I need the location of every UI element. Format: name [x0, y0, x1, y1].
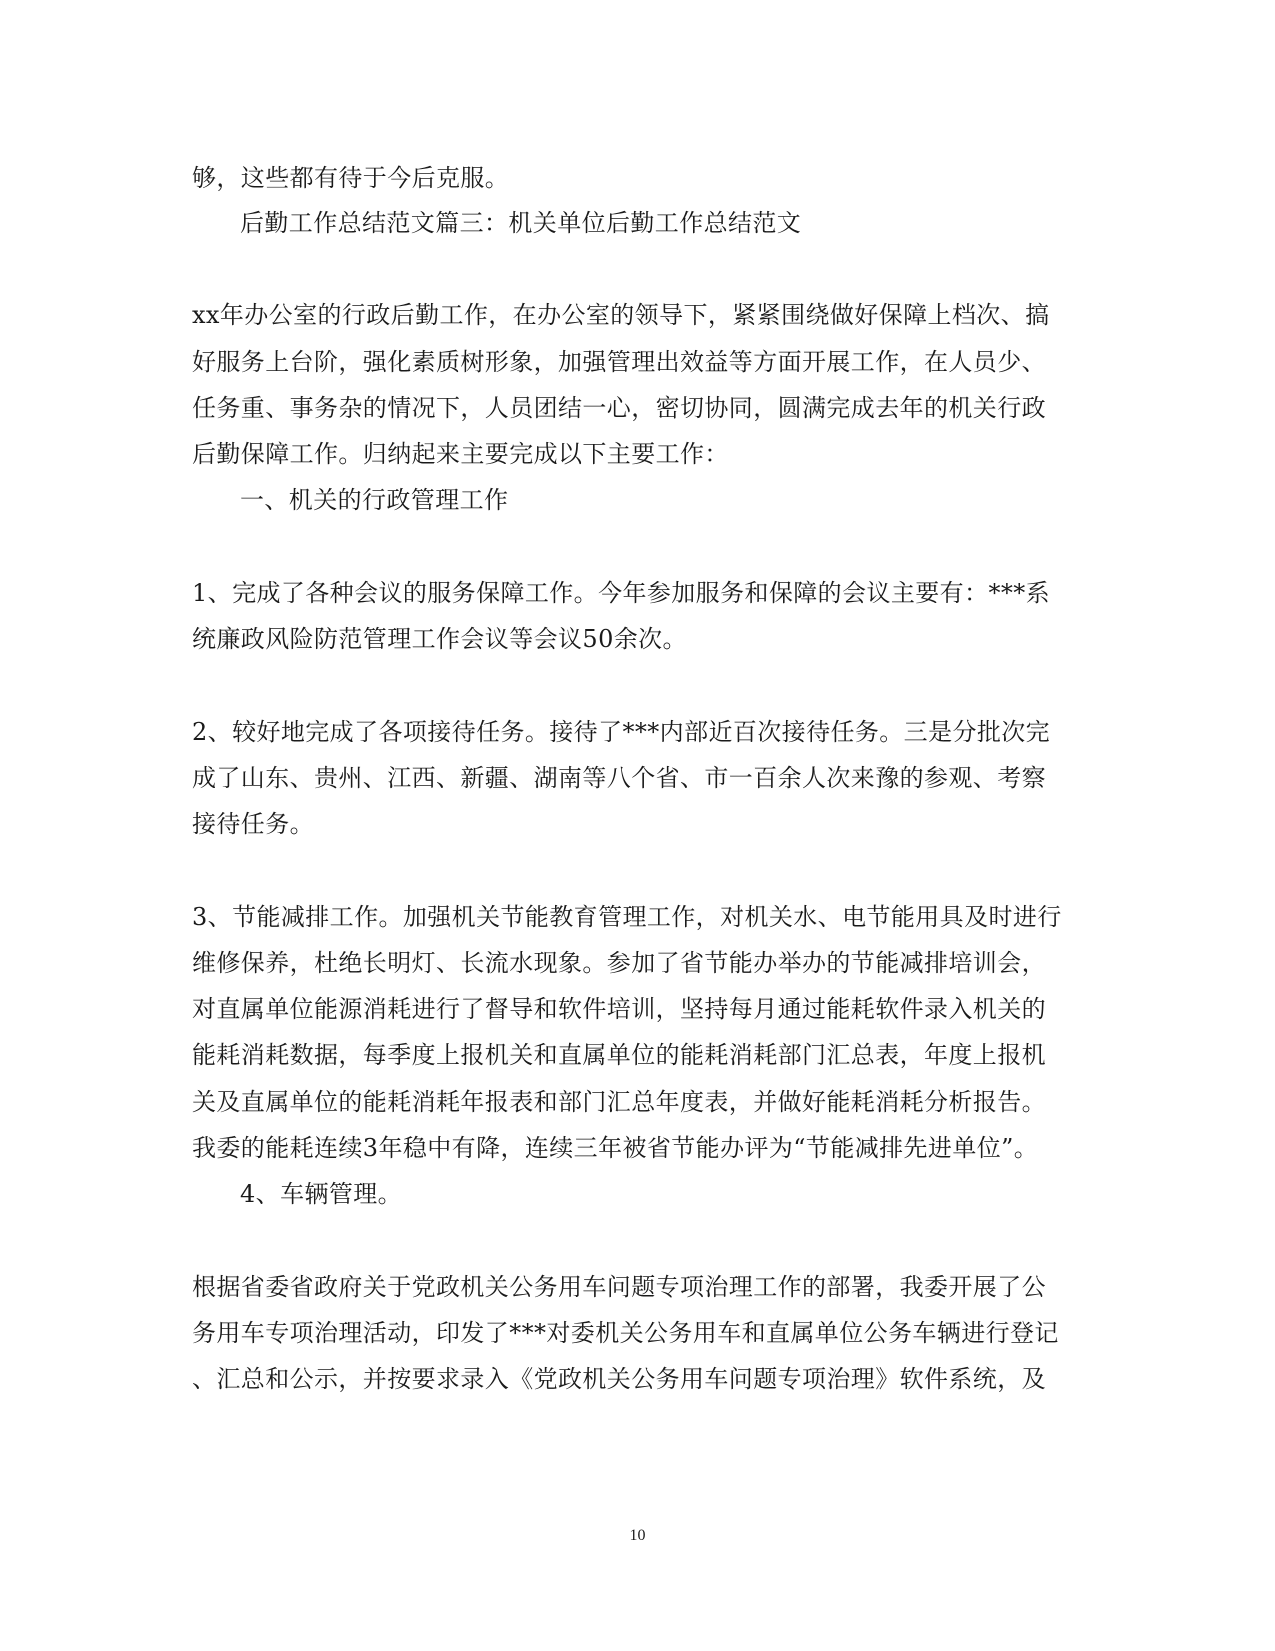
text-line: 我委的能耗连续3年稳中有降，连续三年被省节能办评为“节能减排先进单位”。: [192, 1134, 1039, 1162]
page-number: 10: [629, 1527, 646, 1544]
text-line: 3、节能减排工作。加强机关节能教育管理工作，对机关水、电节能用具及时进行: [192, 903, 1062, 931]
text-line: 、汇总和公示，并按要求录入《党政机关公务用车问题专项治理》软件系统，及: [192, 1365, 1046, 1393]
text-line: xx年办公室的行政后勤工作，在办公室的领导下，紧紧围绕做好保障上档次、搞: [192, 301, 1050, 329]
text-line: 能耗消耗数据，每季度上报机关和直属单位的能耗消耗部门汇总表，年度上报机: [192, 1041, 1046, 1069]
text-line: 成了山东、贵州、江西、新疆、湖南等八个省、市一百余人次来豫的参观、考察: [192, 764, 1046, 792]
text-line: 根据省委省政府关于党政机关公务用车问题专项治理工作的部署，我委开展了公: [192, 1273, 1046, 1301]
text-line: 接待任务。: [192, 810, 314, 838]
text-line: 统廉政风险防范管理工作会议等会议50余次。: [192, 625, 687, 653]
text-line: 1、完成了各种会议的服务保障工作。今年参加服务和保障的会议主要有：***系: [192, 579, 1051, 607]
text-line: 2、较好地完成了各项接待任务。接待了***内部近百次接待任务。三是分批次完: [192, 718, 1051, 746]
text-line: 后勤保障工作。归纳起来主要完成以下主要工作：: [192, 440, 729, 468]
text-line: 维修保养，杜绝长明灯、长流水现象。参加了省节能办举办的节能减排培训会，: [192, 949, 1046, 977]
text-line: 对直属单位能源消耗进行了督导和软件培训，坚持每月通过能耗软件录入机关的: [192, 995, 1046, 1023]
text-line: 够，这些都有待于今后克服。: [192, 164, 510, 192]
text-line: 关及直属单位的能耗消耗年报表和部门汇总年度表，并做好能耗消耗分析报告。: [192, 1088, 1046, 1116]
text-line: 务用车专项治理活动，印发了***对委机关公务用车和直属单位公务车辆进行登记: [192, 1319, 1059, 1347]
text-line: 好服务上台阶，强化素质树形象，加强管理出效益等方面开展工作，在人员少、: [192, 348, 1046, 376]
subsection-heading: 一、机关的行政管理工作: [240, 486, 509, 514]
subsection-heading: 4、车辆管理。: [240, 1180, 403, 1208]
text-line: 任务重、事务杂的情况下，人员团结一心，密切协同，圆满完成去年的机关行政: [192, 394, 1046, 422]
section-heading: 后勤工作总结范文篇三：机关单位后勤工作总结范文: [240, 209, 802, 237]
